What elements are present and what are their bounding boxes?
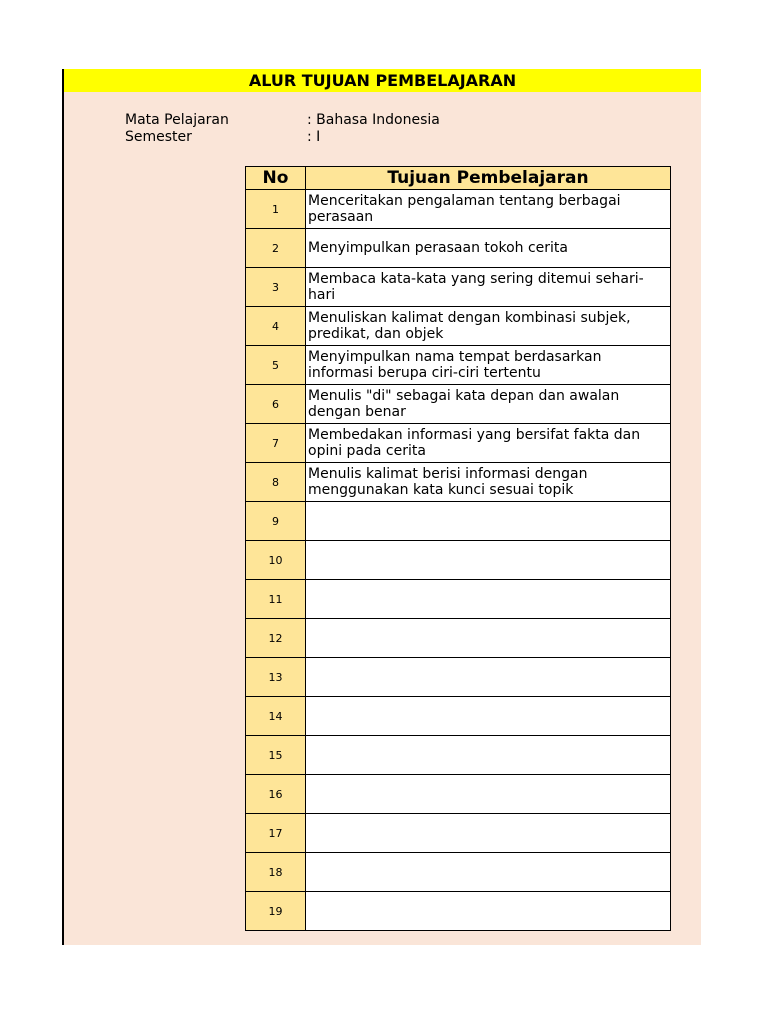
learning-goals-table bbox=[245, 166, 671, 931]
row-goal: Menceritakan pengalaman tentang berbagai perasaan bbox=[306, 190, 671, 229]
row-number: 14 bbox=[246, 697, 306, 736]
table-row bbox=[246, 697, 671, 736]
row-number: 4 bbox=[246, 307, 306, 346]
table-row bbox=[246, 814, 671, 853]
row-number: 8 bbox=[246, 463, 306, 502]
table-row bbox=[246, 892, 671, 931]
row-goal bbox=[306, 541, 671, 580]
table-row bbox=[246, 229, 671, 268]
table-body bbox=[246, 190, 671, 931]
subject-value: : Bahasa Indonesia bbox=[307, 112, 440, 128]
row-number: 6 bbox=[246, 385, 306, 424]
row-goal bbox=[306, 736, 671, 775]
table-row bbox=[246, 424, 671, 463]
header-no: No bbox=[246, 167, 306, 190]
row-number: 9 bbox=[246, 502, 306, 541]
table-row bbox=[246, 385, 671, 424]
row-number: 16 bbox=[246, 775, 306, 814]
row-goal: Menyimpulkan perasaan tokoh cerita bbox=[306, 229, 671, 268]
table-row bbox=[246, 619, 671, 658]
table-row bbox=[246, 307, 671, 346]
table-row bbox=[246, 580, 671, 619]
row-number: 15 bbox=[246, 736, 306, 775]
row-number: 10 bbox=[246, 541, 306, 580]
table-row bbox=[246, 736, 671, 775]
row-goal: Menuliskan kalimat dengan kombinasi subjek, predikat, dan objek bbox=[306, 307, 671, 346]
row-goal bbox=[306, 580, 671, 619]
table-row bbox=[246, 541, 671, 580]
semester-label: Semester bbox=[125, 129, 192, 145]
row-goal bbox=[306, 775, 671, 814]
row-goal: Menulis kalimat berisi informasi dengan menggunakan kata kunci sesuai topik bbox=[306, 463, 671, 502]
row-goal bbox=[306, 619, 671, 658]
row-goal bbox=[306, 502, 671, 541]
table-row bbox=[246, 658, 671, 697]
row-number: 13 bbox=[246, 658, 306, 697]
row-goal: Menyimpulkan nama tempat berdasarkan informasi berupa ciri-ciri tertentu bbox=[306, 346, 671, 385]
row-goal: Membedakan informasi yang bersifat fakta dan opini pada cerita bbox=[306, 424, 671, 463]
row-number: 5 bbox=[246, 346, 306, 385]
table-row bbox=[246, 853, 671, 892]
row-goal: Membaca kata-kata yang sering ditemui sehari-hari bbox=[306, 268, 671, 307]
row-goal bbox=[306, 814, 671, 853]
table-row bbox=[246, 502, 671, 541]
row-number: 1 bbox=[246, 190, 306, 229]
table-row bbox=[246, 268, 671, 307]
table-row bbox=[246, 346, 671, 385]
table-row bbox=[246, 190, 671, 229]
row-number: 3 bbox=[246, 268, 306, 307]
row-goal bbox=[306, 697, 671, 736]
subject-label: Mata Pelajaran bbox=[125, 112, 229, 128]
row-goal: Menulis "di" sebagai kata depan dan awalan dengan benar bbox=[306, 385, 671, 424]
row-goal bbox=[306, 892, 671, 931]
page-title: ALUR TUJUAN PEMBELAJARAN bbox=[64, 69, 701, 92]
row-number: 12 bbox=[246, 619, 306, 658]
row-number: 19 bbox=[246, 892, 306, 931]
row-number: 17 bbox=[246, 814, 306, 853]
header-goal: Tujuan Pembelajaran bbox=[306, 167, 671, 190]
semester-value: : I bbox=[307, 129, 321, 145]
row-number: 11 bbox=[246, 580, 306, 619]
worksheet bbox=[62, 69, 701, 945]
row-goal bbox=[306, 853, 671, 892]
row-goal bbox=[306, 658, 671, 697]
row-number: 7 bbox=[246, 424, 306, 463]
row-number: 18 bbox=[246, 853, 306, 892]
table-row bbox=[246, 463, 671, 502]
row-number: 2 bbox=[246, 229, 306, 268]
table-row bbox=[246, 775, 671, 814]
